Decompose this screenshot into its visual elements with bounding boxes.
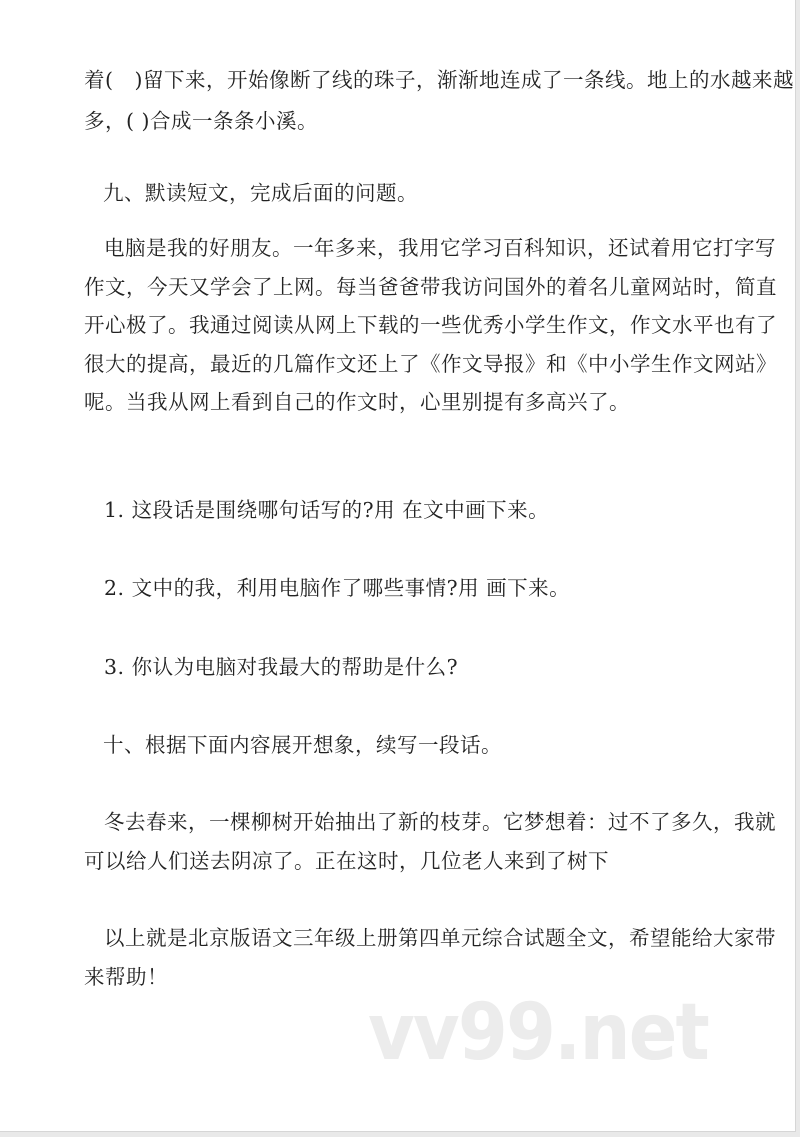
- text-line: 着( )留下来，开始像断了线的珠子，渐渐地连成了一条线。地上的水越来越: [84, 68, 794, 92]
- section-heading-9: 九、默读短文，完成后面的问题。: [103, 181, 418, 205]
- text-line: 呢。当我从网上看到自己的作文时，心里别提有多高兴了。: [84, 390, 630, 414]
- text-line: 以上就是北京版语文三年级上册第四单元综合试题全文，希望能给大家带: [104, 926, 776, 950]
- text-line: 来帮助！: [84, 965, 168, 989]
- section-heading-10: 十、根据下面内容展开想象，续写一段话。: [103, 733, 502, 757]
- text-line: 可以给人们送去阴凉了。正在这时，几位老人来到了树下: [84, 849, 609, 873]
- text-line: 冬去春来，一棵柳树开始抽出了新的枝芽。它梦想着：过不了多久，我就: [104, 810, 776, 834]
- text-line: 作文，今天又学会了上网。每当爸爸带我访问国外的着名儿童网站时，简直: [84, 275, 777, 299]
- watermark: vv99.net: [368, 988, 709, 1078]
- text-line: 开心极了。我通过阅读从网上下载的一些优秀小学生作文，作文水平也有了: [84, 313, 777, 337]
- question-3: 3. 你认为电脑对我最大的帮助是什么?: [104, 655, 459, 679]
- question-1: 1. 这段话是围绕哪句话写的?用 在文中画下来。: [104, 498, 550, 522]
- text-line: 很大的提高，最近的几篇作文还上了《作文导报》和《中小学生作文网站》: [84, 352, 777, 376]
- text-line: 电脑是我的好朋友。一年多来，我用它学习百科知识，还试着用它打字写: [104, 236, 776, 260]
- text-line: 多，( )合成一条条小溪。: [84, 109, 319, 133]
- question-2: 2. 文中的我，利用电脑作了哪些事情?用 画下来。: [104, 576, 571, 600]
